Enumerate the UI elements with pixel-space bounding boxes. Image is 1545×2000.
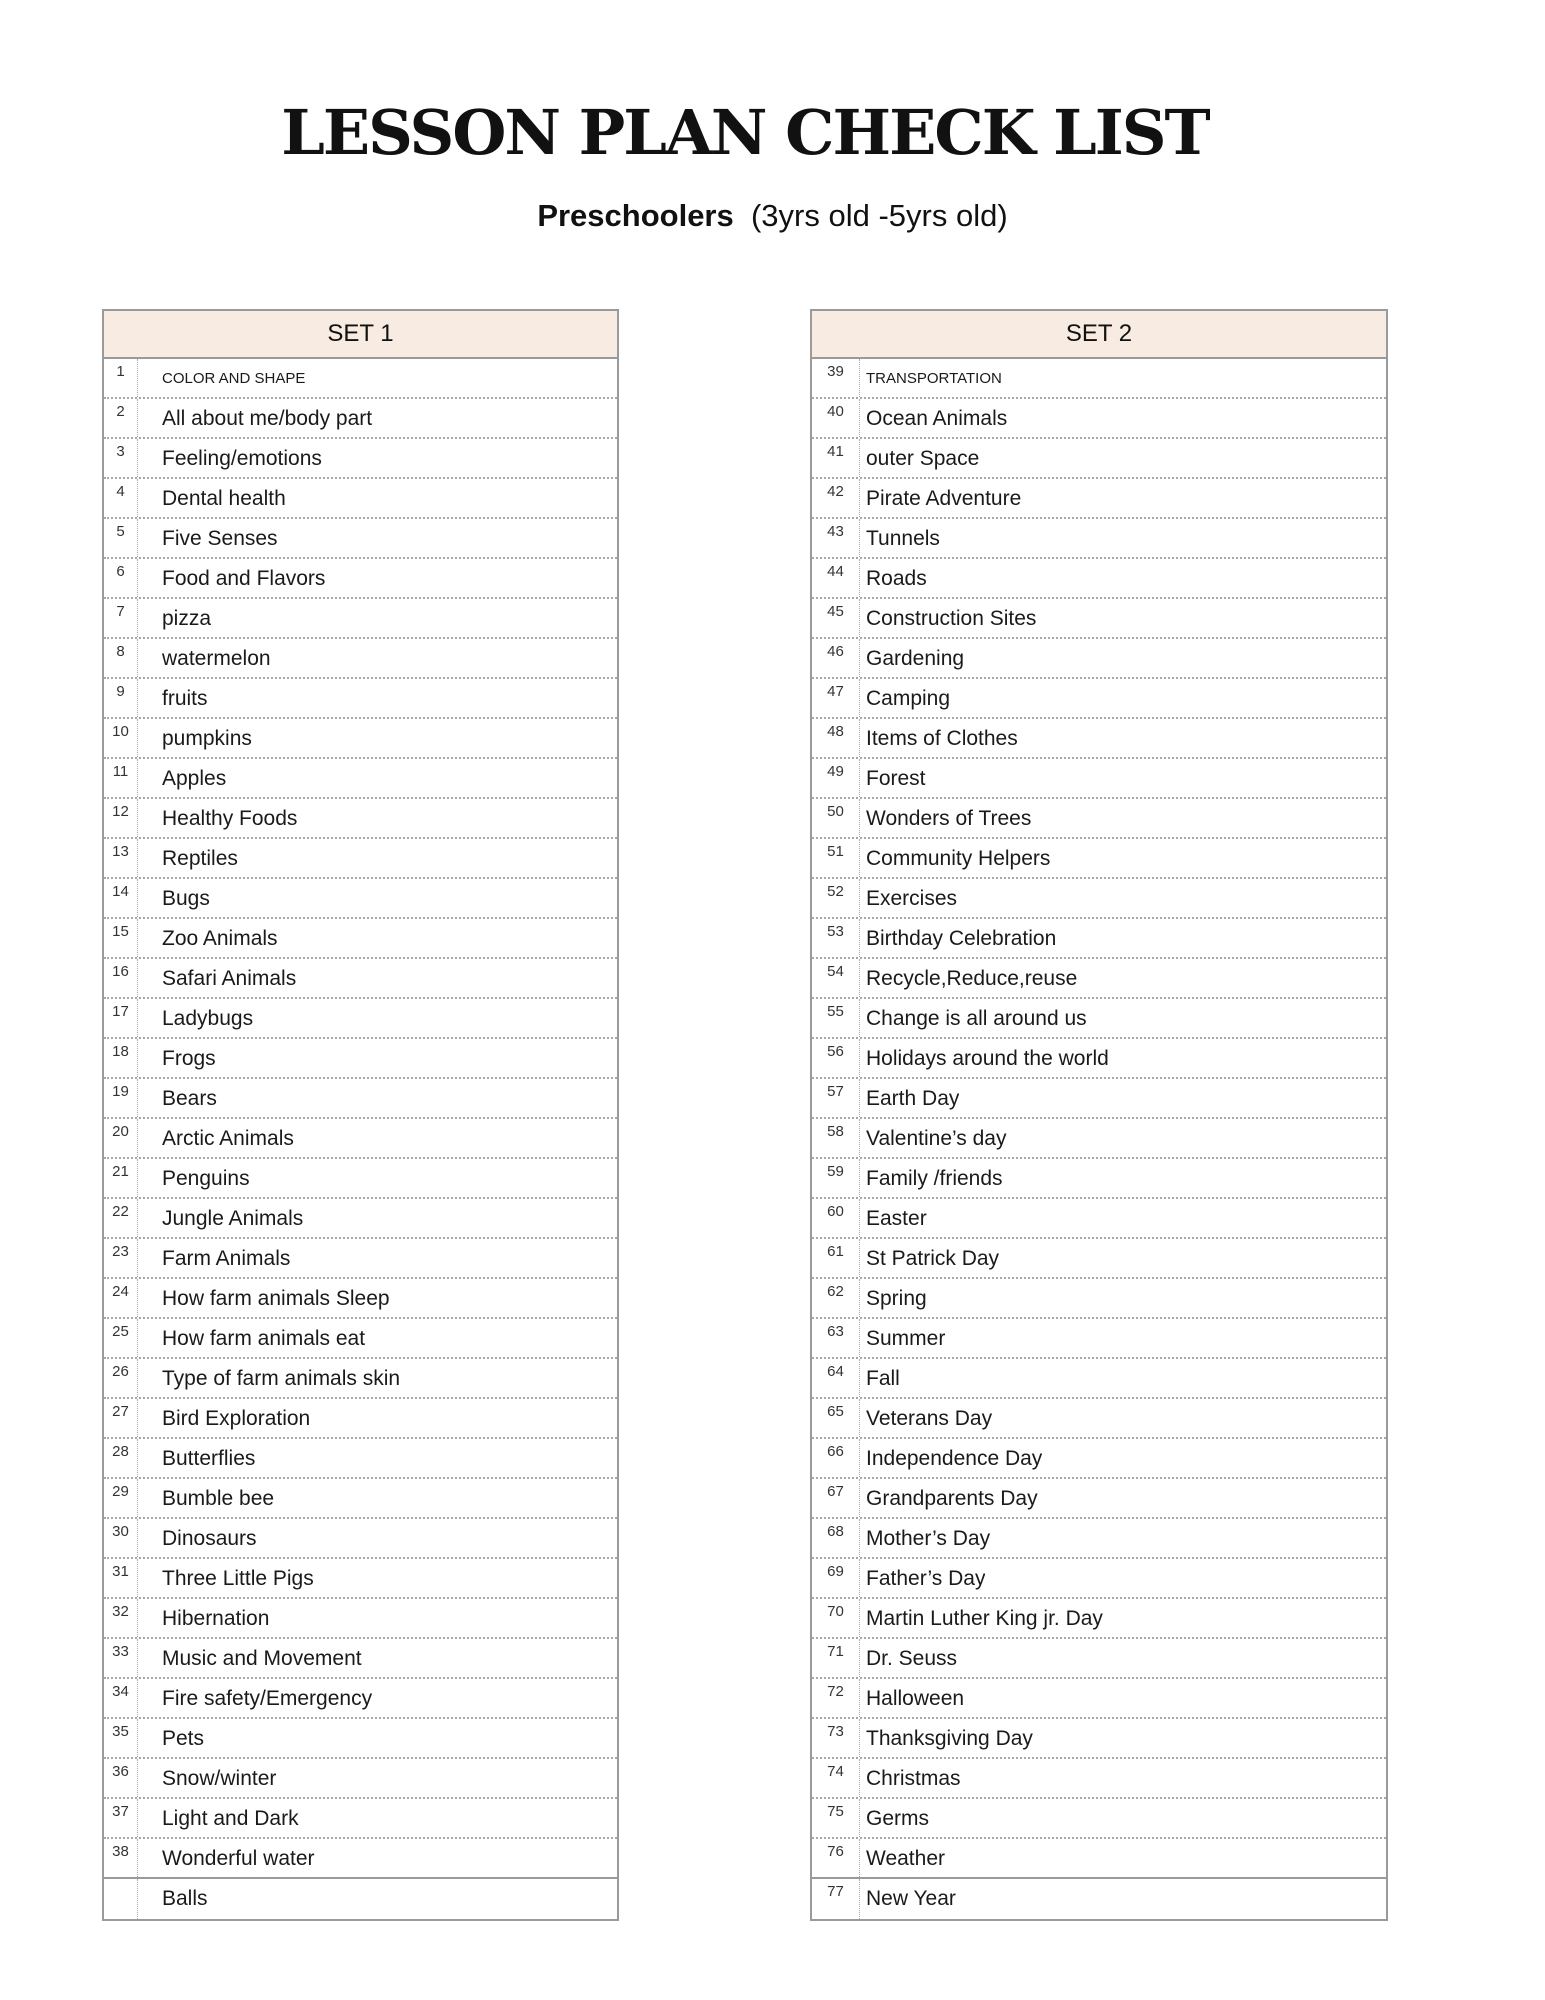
row-topic: Fire safety/Emergency [162, 1687, 373, 1710]
table-row [812, 1279, 1386, 1319]
row-number: 41 [812, 439, 860, 477]
row-topic: pumpkins [162, 727, 252, 750]
row-topic: St Patrick Day [866, 1247, 1000, 1270]
table-row [104, 679, 617, 719]
row-number: 51 [812, 839, 860, 877]
table-row [104, 1639, 617, 1679]
row-number: 75 [812, 1799, 860, 1837]
table-row [812, 1159, 1386, 1199]
row-number: 23 [104, 1239, 138, 1277]
table-row [104, 1439, 617, 1479]
table-row [104, 399, 617, 439]
row-number: 14 [104, 879, 138, 917]
row-topic: Reptiles [162, 847, 238, 870]
row-topic: Father’s Day [866, 1567, 986, 1590]
table-row [812, 999, 1386, 1039]
subtitle-age-range: (3yrs old -5yrs old) [750, 198, 1008, 233]
table-row [104, 1479, 617, 1519]
row-number: 35 [104, 1719, 138, 1757]
row-number: 76 [812, 1839, 860, 1877]
row-number: 68 [812, 1519, 860, 1557]
table-row [812, 1639, 1386, 1679]
table-row [812, 1839, 1386, 1879]
row-number: 36 [104, 1759, 138, 1797]
row-number: 60 [812, 1199, 860, 1237]
row-topic: Independence Day [866, 1447, 1043, 1470]
set-1-header: SET 1 [104, 311, 617, 359]
row-number: 30 [104, 1519, 138, 1557]
row-number: 29 [104, 1479, 138, 1517]
row-number: 46 [812, 639, 860, 677]
row-number: 67 [812, 1479, 860, 1517]
row-number: 33 [104, 1639, 138, 1677]
row-topic: Grandparents Day [866, 1487, 1038, 1510]
table-row [812, 1479, 1386, 1519]
set-1-table [102, 309, 619, 1921]
table-row [104, 1159, 617, 1199]
table-row [104, 1239, 617, 1279]
table-row [104, 1319, 617, 1359]
row-topic: Exercises [866, 887, 958, 910]
row-topic: Feeling/emotions [162, 447, 322, 470]
table-row [104, 1199, 617, 1239]
table-row [104, 719, 617, 759]
table-row [104, 999, 617, 1039]
row-number: 24 [104, 1279, 138, 1317]
row-number: 10 [104, 719, 138, 757]
row-topic: Recycle,Reduce,reuse [866, 967, 1078, 990]
row-number: 59 [812, 1159, 860, 1197]
row-topic: Summer [866, 1327, 946, 1350]
row-topic: Farm Animals [162, 1247, 291, 1270]
row-topic: Holidays around the world [866, 1047, 1109, 1070]
table-row [812, 519, 1386, 559]
row-number [104, 1879, 138, 1919]
table-row [812, 1599, 1386, 1639]
row-topic: Bumble bee [162, 1487, 275, 1510]
table-row [104, 439, 617, 479]
row-number: 43 [812, 519, 860, 557]
row-topic: outer Space [866, 447, 980, 470]
row-topic: Birthday Celebration [866, 927, 1057, 950]
table-row [104, 1039, 617, 1079]
row-topic: Forest [866, 767, 926, 790]
row-number: 5 [104, 519, 138, 557]
row-number: 18 [104, 1039, 138, 1077]
table-row [812, 839, 1386, 879]
row-topic: Spring [866, 1287, 927, 1310]
row-topic: Type of farm animals skin [162, 1367, 401, 1390]
row-number: 70 [812, 1599, 860, 1637]
table-row [104, 1679, 617, 1719]
row-number: 9 [104, 679, 138, 717]
row-number: 42 [812, 479, 860, 517]
row-number: 28 [104, 1439, 138, 1477]
row-number: 11 [104, 759, 138, 797]
set-2-rows [812, 359, 1386, 1919]
row-number: 74 [812, 1759, 860, 1797]
row-topic: COLOR AND SHAPE [162, 370, 306, 387]
row-topic: Bugs [162, 887, 210, 910]
row-topic: Zoo Animals [162, 927, 278, 950]
row-topic: Construction Sites [866, 607, 1037, 630]
row-number: 2 [104, 399, 138, 437]
table-row [812, 1239, 1386, 1279]
table-row [104, 519, 617, 559]
row-topic: Wonders of Trees [866, 807, 1032, 830]
row-topic: Balls [162, 1887, 208, 1910]
row-topic: Germs [866, 1807, 929, 1830]
row-number: 61 [812, 1239, 860, 1277]
row-number: 19 [104, 1079, 138, 1117]
row-number: 27 [104, 1399, 138, 1437]
row-topic: Valentine’s day [866, 1127, 1007, 1150]
row-number: 39 [812, 359, 860, 397]
table-row [812, 719, 1386, 759]
table-row [812, 799, 1386, 839]
table-row [812, 879, 1386, 919]
table-row [104, 359, 617, 399]
table-row [812, 959, 1386, 999]
table-row [104, 1839, 617, 1879]
table-row [104, 1719, 617, 1759]
row-topic: Change is all around us [866, 1007, 1087, 1030]
row-topic: Frogs [162, 1047, 216, 1070]
row-topic: Earth Day [866, 1087, 960, 1110]
row-number: 52 [812, 879, 860, 917]
row-topic: Community Helpers [866, 847, 1051, 870]
row-number: 4 [104, 479, 138, 517]
row-topic: Penguins [162, 1167, 250, 1190]
subtitle-audience: Preschoolers [537, 198, 734, 233]
row-number: 64 [812, 1359, 860, 1397]
row-topic: Bears [162, 1087, 217, 1110]
row-topic: Family /friends [866, 1167, 1003, 1190]
row-topic: Dinosaurs [162, 1527, 257, 1550]
row-topic: Bird Exploration [162, 1407, 311, 1430]
row-number: 66 [812, 1439, 860, 1477]
table-row [104, 919, 617, 959]
table-row [812, 759, 1386, 799]
table-row [104, 1519, 617, 1559]
table-row [104, 599, 617, 639]
table-row [812, 1439, 1386, 1479]
row-topic: Weather [866, 1847, 945, 1870]
page-subtitle [0, 198, 1545, 234]
row-number: 47 [812, 679, 860, 717]
set-2-header: SET 2 [812, 311, 1386, 359]
row-topic: Items of Clothes [866, 727, 1018, 750]
row-number: 12 [104, 799, 138, 837]
row-number: 21 [104, 1159, 138, 1197]
table-row [812, 1199, 1386, 1239]
set-2-table [810, 309, 1388, 1921]
row-topic: Butterflies [162, 1447, 256, 1470]
row-topic: How farm animals eat [162, 1327, 366, 1350]
row-number: 26 [104, 1359, 138, 1397]
row-number: 53 [812, 919, 860, 957]
row-topic: pizza [162, 607, 212, 630]
row-number: 54 [812, 959, 860, 997]
row-number: 20 [104, 1119, 138, 1157]
row-number: 32 [104, 1599, 138, 1637]
row-topic: How farm animals Sleep [162, 1287, 390, 1310]
row-number: 62 [812, 1279, 860, 1317]
table-row [104, 479, 617, 519]
row-number: 16 [104, 959, 138, 997]
row-number: 1 [104, 359, 138, 397]
table-row [812, 1119, 1386, 1159]
table-row [104, 799, 617, 839]
row-topic: Light and Dark [162, 1807, 299, 1830]
row-topic: Ladybugs [162, 1007, 254, 1030]
row-topic: watermelon [162, 647, 271, 670]
table-row [812, 399, 1386, 439]
row-topic: Roads [866, 567, 927, 590]
table-row [104, 759, 617, 799]
row-number: 73 [812, 1719, 860, 1757]
row-number: 7 [104, 599, 138, 637]
table-row [812, 919, 1386, 959]
row-number: 6 [104, 559, 138, 597]
row-number: 17 [104, 999, 138, 1037]
table-row [812, 1359, 1386, 1399]
row-topic: Five Senses [162, 527, 278, 550]
row-topic: Healthy Foods [162, 807, 298, 830]
page-title: LESSON PLAN CHECK LIST [281, 96, 1209, 169]
table-row [812, 599, 1386, 639]
row-topic: Music and Movement [162, 1647, 362, 1670]
table-row [104, 1399, 617, 1439]
row-topic: Food and Flavors [162, 567, 326, 590]
row-number: 65 [812, 1399, 860, 1437]
table-row [812, 1679, 1386, 1719]
table-row [812, 1399, 1386, 1439]
row-number: 69 [812, 1559, 860, 1597]
row-number: 37 [104, 1799, 138, 1837]
table-row [812, 1559, 1386, 1599]
row-topic: Safari Animals [162, 967, 297, 990]
row-number: 8 [104, 639, 138, 677]
row-number: 48 [812, 719, 860, 757]
row-number: 15 [104, 919, 138, 957]
table-row [104, 1559, 617, 1599]
row-number: 71 [812, 1639, 860, 1677]
table-row [104, 1279, 617, 1319]
row-number: 25 [104, 1319, 138, 1357]
row-topic: Halloween [866, 1687, 965, 1710]
table-row [104, 1879, 617, 1919]
table-row [812, 479, 1386, 519]
table-row [812, 639, 1386, 679]
row-number: 58 [812, 1119, 860, 1157]
row-number: 55 [812, 999, 860, 1037]
row-topic: Easter [866, 1207, 927, 1230]
row-topic: Dental health [162, 487, 286, 510]
row-number: 77 [812, 1879, 860, 1919]
table-row [104, 1599, 617, 1639]
table-row [812, 1519, 1386, 1559]
row-topic: Dr. Seuss [866, 1647, 958, 1670]
table-row [812, 1879, 1386, 1919]
row-topic: New Year [866, 1887, 956, 1910]
row-number: 31 [104, 1559, 138, 1597]
table-row [104, 879, 617, 919]
table-row [812, 359, 1386, 399]
row-number: 44 [812, 559, 860, 597]
table-row [104, 559, 617, 599]
row-topic: Pets [162, 1727, 205, 1750]
row-topic: All about me/body part [162, 407, 373, 430]
row-number: 57 [812, 1079, 860, 1117]
row-number: 45 [812, 599, 860, 637]
set-1-rows [104, 359, 617, 1919]
table-row [104, 1799, 617, 1839]
row-topic: Gardening [866, 647, 965, 670]
row-topic: Tunnels [866, 527, 940, 550]
row-topic: Apples [162, 767, 227, 790]
row-topic: Three Little Pigs [162, 1567, 314, 1590]
table-row [812, 1759, 1386, 1799]
row-number: 49 [812, 759, 860, 797]
table-row [812, 679, 1386, 719]
table-row [104, 839, 617, 879]
table-row [812, 439, 1386, 479]
row-number: 63 [812, 1319, 860, 1357]
row-topic: Pirate Adventure [866, 487, 1022, 510]
row-topic: TRANSPORTATION [866, 370, 1002, 387]
row-number: 40 [812, 399, 860, 437]
table-row [104, 1079, 617, 1119]
table-row [812, 1039, 1386, 1079]
row-topic: Veterans Day [866, 1407, 993, 1430]
row-topic: Mother’s Day [866, 1527, 991, 1550]
table-row [104, 1119, 617, 1159]
row-topic: Fall [866, 1367, 900, 1390]
row-number: 38 [104, 1839, 138, 1877]
row-number: 34 [104, 1679, 138, 1717]
row-topic: Thanksgiving Day [866, 1727, 1033, 1750]
table-row [812, 1719, 1386, 1759]
row-topic: Christmas [866, 1767, 961, 1790]
table-row [812, 1799, 1386, 1839]
table-row [812, 1319, 1386, 1359]
table-row [104, 639, 617, 679]
row-topic: Ocean Animals [866, 407, 1008, 430]
table-row [812, 559, 1386, 599]
row-number: 50 [812, 799, 860, 837]
row-topic: Snow/winter [162, 1767, 277, 1790]
row-number: 72 [812, 1679, 860, 1717]
row-topic: Camping [866, 687, 951, 710]
row-number: 22 [104, 1199, 138, 1237]
table-row [812, 1079, 1386, 1119]
row-topic: Hibernation [162, 1607, 270, 1630]
row-topic: Martin Luther King jr. Day [866, 1607, 1103, 1630]
row-number: 3 [104, 439, 138, 477]
table-row [104, 1759, 617, 1799]
row-topic: fruits [162, 687, 208, 710]
table-row [104, 959, 617, 999]
row-number: 56 [812, 1039, 860, 1077]
row-topic: Jungle Animals [162, 1207, 304, 1230]
row-topic: Arctic Animals [162, 1127, 294, 1150]
row-number: 13 [104, 839, 138, 877]
table-row [104, 1359, 617, 1399]
row-topic: Wonderful water [162, 1847, 315, 1870]
